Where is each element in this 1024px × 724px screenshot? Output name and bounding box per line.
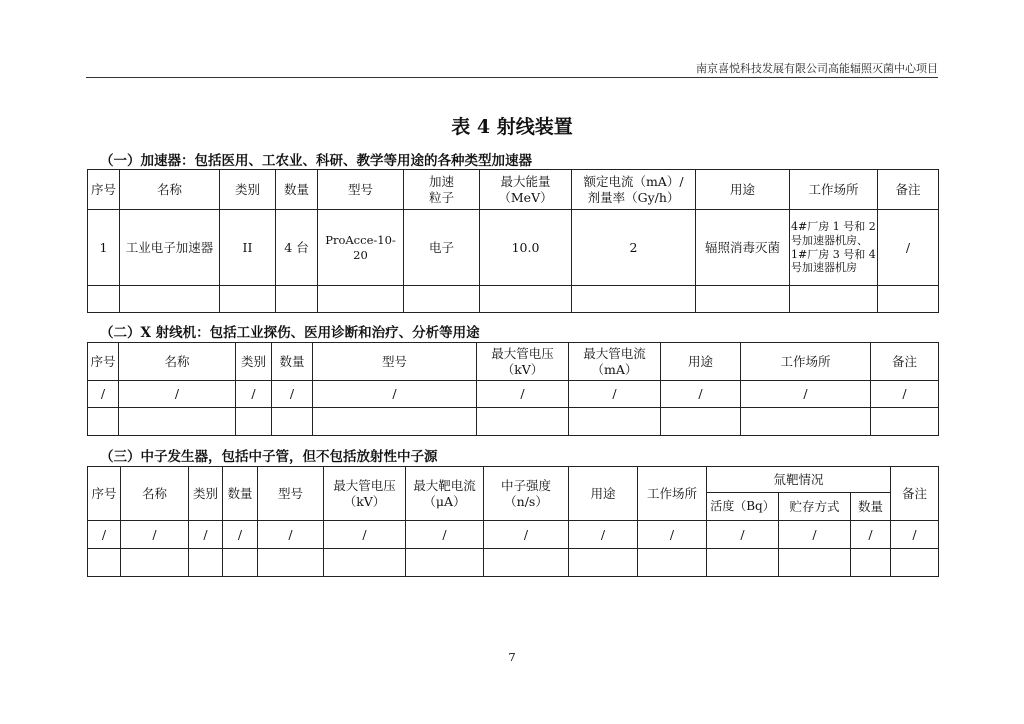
xray-table bbox=[87, 342, 939, 436]
col-seq: 序号 bbox=[88, 170, 120, 210]
col-location: 工作场所 bbox=[790, 170, 878, 210]
table-header-row bbox=[88, 467, 939, 493]
col-current: 额定电流（mA）/ 剂量率（Gy/h） bbox=[572, 170, 696, 210]
col-storage: 贮存方式 bbox=[779, 493, 851, 521]
page-number: 7 bbox=[508, 650, 516, 664]
cell-category: II bbox=[220, 210, 276, 286]
cell-energy: 10.0 bbox=[480, 210, 572, 286]
cell-name: 工业电子加速器 bbox=[120, 210, 220, 286]
col-remarks: 备注 bbox=[871, 343, 939, 381]
col-purpose: 用途 bbox=[661, 343, 741, 381]
cell-seq: 1 bbox=[88, 210, 120, 286]
table-row-empty bbox=[88, 286, 939, 313]
table-row bbox=[88, 210, 939, 286]
col-intensity: 中子强度 （n/s） bbox=[484, 467, 569, 521]
cell-remarks: / bbox=[878, 210, 939, 286]
table-header-row bbox=[88, 343, 939, 381]
col-voltage: 最大管电压 （kV） bbox=[324, 467, 406, 521]
col-energy: 最大能量 （MeV） bbox=[480, 170, 572, 210]
col-category: 类别 bbox=[220, 170, 276, 210]
cell-particle: 电子 bbox=[404, 210, 480, 286]
col-name: 名称 bbox=[121, 467, 189, 521]
col-remarks: 备注 bbox=[878, 170, 939, 210]
col-purpose: 用途 bbox=[696, 170, 790, 210]
col-category: 类别 bbox=[236, 343, 272, 381]
cell-location: 4#厂房 1 号和 2 号加速器机房、 1#厂房 3 号和 4 号加速器机房 bbox=[790, 210, 878, 286]
col-location: 工作场所 bbox=[741, 343, 871, 381]
table-row-empty bbox=[88, 408, 939, 436]
col-quantity: 数量 bbox=[272, 343, 313, 381]
col-current: 最大管电流 （mA） bbox=[569, 343, 661, 381]
col-voltage: 最大管电压 （kV） bbox=[477, 343, 569, 381]
col-category: 类别 bbox=[189, 467, 223, 521]
cell-quantity: 4 台 bbox=[276, 210, 318, 286]
col-model: 型号 bbox=[258, 467, 324, 521]
cell-purpose: 辐照消毒灭菌 bbox=[696, 210, 790, 286]
col-location: 工作场所 bbox=[638, 467, 707, 521]
col-particle: 加速 粒子 bbox=[404, 170, 480, 210]
cell-current: 2 bbox=[572, 210, 696, 286]
table-row: / / / / / / / / / / bbox=[88, 381, 939, 408]
col-tritium-qty: 数量 bbox=[851, 493, 891, 521]
col-seq: 序号 bbox=[88, 343, 119, 381]
col-name: 名称 bbox=[119, 343, 236, 381]
running-header: 南京喜悦科技发展有限公司高能辐照灭菌中心项目 bbox=[696, 62, 938, 75]
col-tritium: 氚靶情况 bbox=[707, 467, 891, 493]
cell-model: ProAcce-10-20 bbox=[318, 210, 404, 286]
table-title: 表 4 射线装置 bbox=[451, 116, 573, 138]
col-seq: 序号 bbox=[88, 467, 121, 521]
col-model: 型号 bbox=[318, 170, 404, 210]
col-remarks: 备注 bbox=[891, 467, 939, 521]
table-header-row bbox=[88, 170, 939, 210]
section-xray-heading: （二）X 射线机：包括工业探伤、医用诊断和治疗、分析等用途 bbox=[100, 325, 480, 341]
section-neutron-heading: （三）中子发生器，包括中子管，但不包括放射性中子源 bbox=[100, 449, 438, 465]
col-purpose: 用途 bbox=[569, 467, 638, 521]
section-accelerator-heading: （一）加速器：包括医用、工农业、科研、教学等用途的各种类型加速器 bbox=[100, 153, 532, 169]
header-rule bbox=[86, 77, 938, 78]
col-activity: 活度（Bq） bbox=[707, 493, 779, 521]
col-name: 名称 bbox=[120, 170, 220, 210]
col-quantity: 数量 bbox=[276, 170, 318, 210]
col-quantity: 数量 bbox=[223, 467, 258, 521]
neutron-table bbox=[87, 466, 939, 577]
table-row: / / / / / / / / / / / / / / bbox=[88, 521, 939, 549]
accelerator-table bbox=[87, 169, 939, 313]
col-target-current: 最大靶电流 （μA） bbox=[406, 467, 484, 521]
col-model: 型号 bbox=[313, 343, 477, 381]
table-row-empty bbox=[88, 549, 939, 577]
